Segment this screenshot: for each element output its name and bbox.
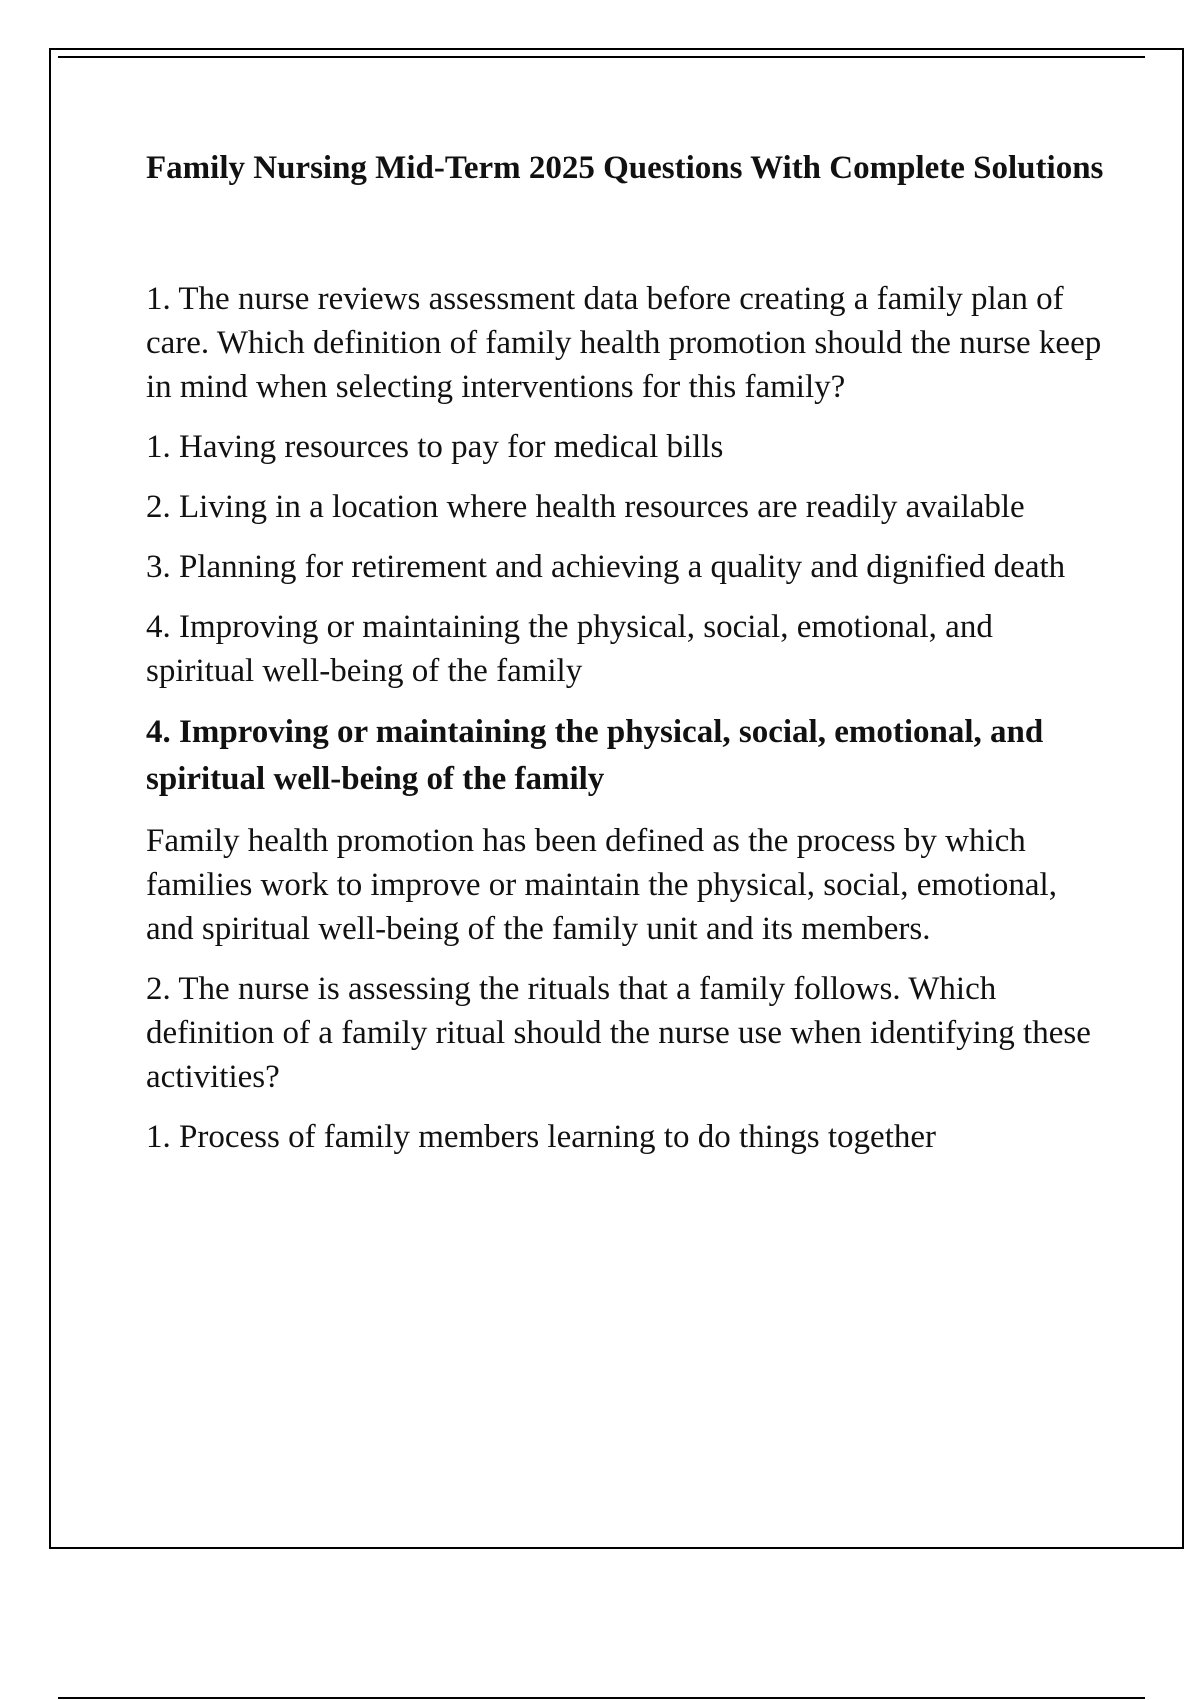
question-2-stem: 2. The nurse is assessing the rituals that a family follows. Which definition of a family ritual should the nurse use when identifying these activities? <box>146 971 1091 1095</box>
question-1-option-2: 2. Living in a location where health resources are readily available <box>146 489 1025 525</box>
question-1-rationale: Family health promotion has been defined as the process by which families work to improve or maintain the physical, social, emotional, and spiritual well-being of the family unit and its members. <box>146 823 1057 947</box>
question-1-option-3: 3. Planning for retirement and achieving a quality and dignified death <box>146 549 1066 585</box>
question-1-option-1: 1. Having resources to pay for medical bills <box>146 429 724 465</box>
document-body <box>146 146 1106 1175</box>
question-2-option-1: 1. Process of family members learning to do things together <box>146 1119 937 1155</box>
bottom-rule <box>58 1697 1145 1699</box>
question-1-stem: 1. The nurse reviews assessment data before creating a family plan of care. Which definition of family health promotion should the nurse keep in mind when selecting interventions for this family? <box>146 281 1102 405</box>
question-1-option-4: 4. Improving or maintaining the physical, social, emotional, and spiritual well-being of the family <box>146 609 993 689</box>
document-title: Family Nursing Mid-Term 2025 Questions With Complete Solutions <box>146 150 1104 186</box>
question-1-answer: 4. Improving or maintaining the physical, social, emotional, and spiritual well-being of the family <box>146 714 1044 797</box>
